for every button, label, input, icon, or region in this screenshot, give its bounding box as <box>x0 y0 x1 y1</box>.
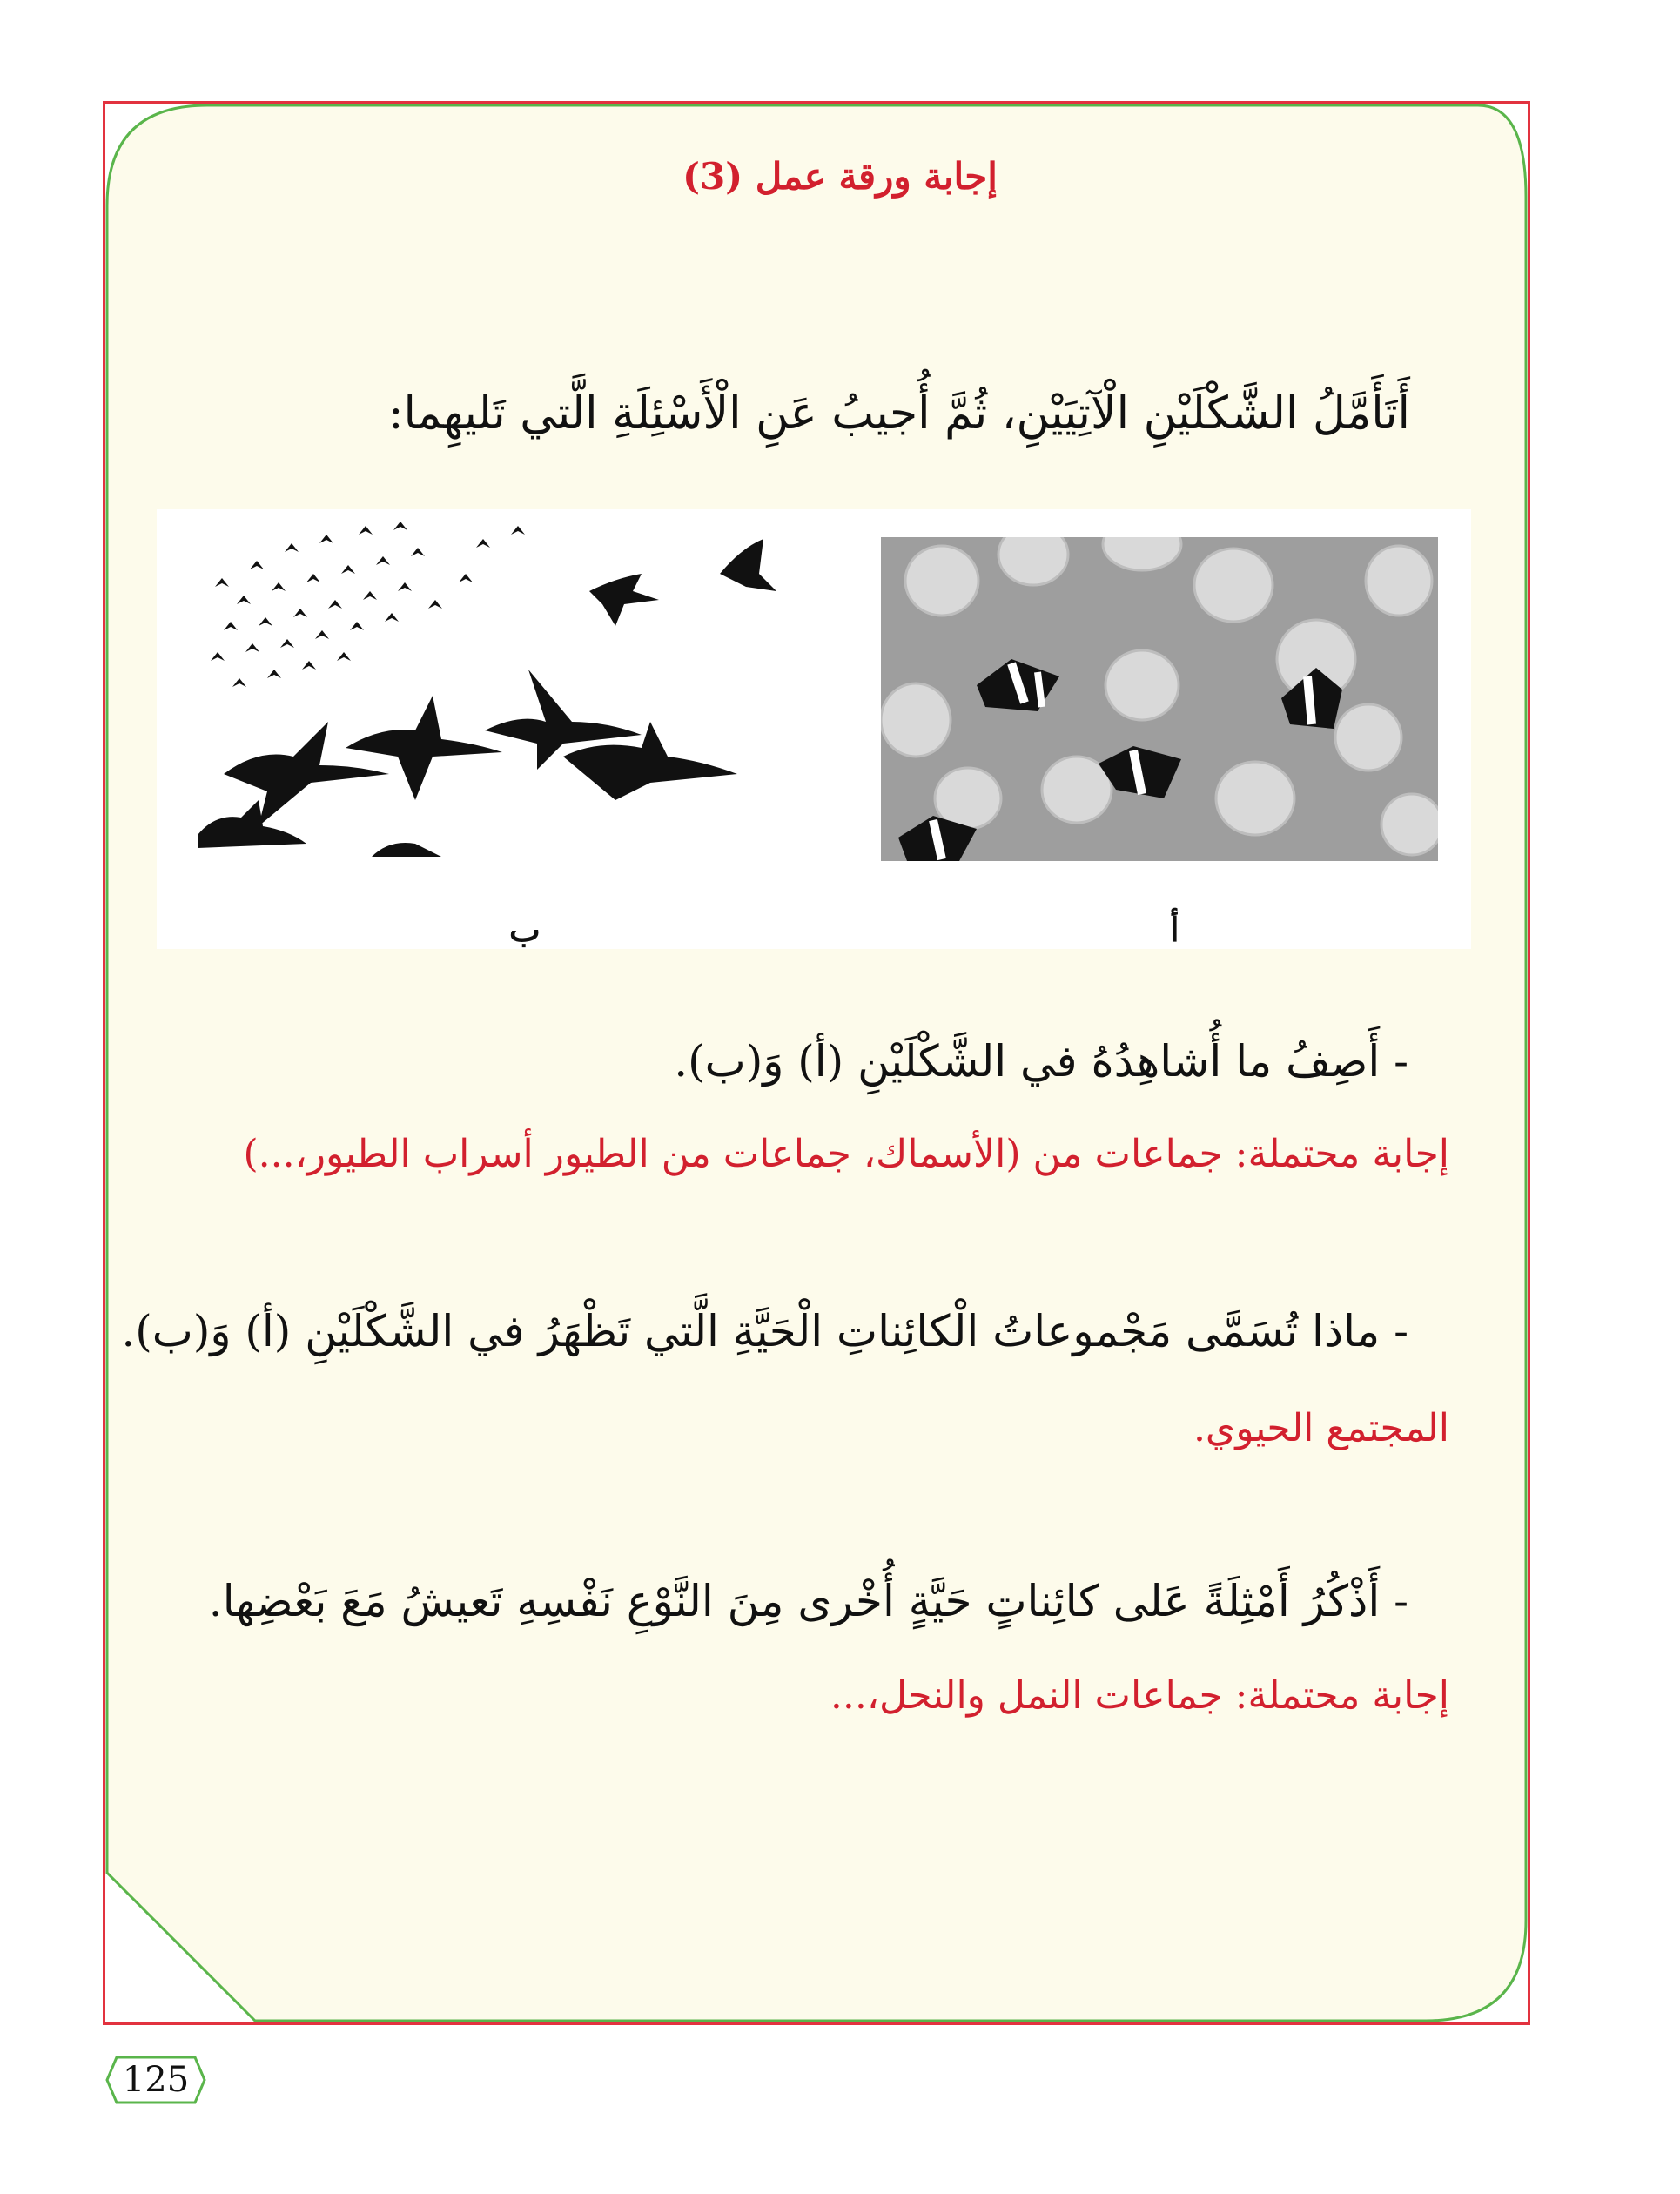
question-3: - أَذْكُرُ أَمْثِلَةً عَلى كائِناتٍ حَيَّةٍ أُخْرى مِنَ النَّوْعِ نَفْسِهِ تَعيشُ مَعَ بَعْضِها. <box>208 1576 1408 1626</box>
figure-a-label: أ <box>1170 910 1179 949</box>
figures-container <box>157 509 1471 949</box>
question-1: - أَصِفُ ما أُشاهِدُهُ في الشَّكْلَيْنِ (أ) وَ(ب). <box>674 1036 1408 1087</box>
answer-1: إجابة محتملة: جماعات من (الأسماك، جماعات من الطيور أسراب الطيور،...) <box>243 1132 1449 1176</box>
instruction-text: أَتَأَمَّلُ الشَّكْلَيْنِ الْآتِيَيْنِ، ثُمَّ أُجيبُ عَنِ الْأَسْئِلَةِ الَّتي تَليهِما: <box>387 387 1410 440</box>
question-2: - ماذا تُسَمَّى مَجْموعاتُ الْكائِناتِ الْحَيَّةِ الَّتي تَظْهَرُ في الشَّكْلَيْنِ (أ) وَ(ب). <box>121 1306 1408 1356</box>
bird-flock-image <box>198 522 779 865</box>
fish-school-image <box>881 537 1438 861</box>
figure-b-label: ب <box>509 910 541 949</box>
page-number-badge <box>104 2055 207 2105</box>
answer-2: المجتمع الحيوي. <box>1193 1406 1449 1450</box>
page-number: 125 <box>122 2060 190 2100</box>
answer-3: إجابة محتملة: جماعات النمل والنحل،... <box>830 1673 1449 1718</box>
page-title: إجابة ورقة عمل (3) <box>682 155 998 198</box>
